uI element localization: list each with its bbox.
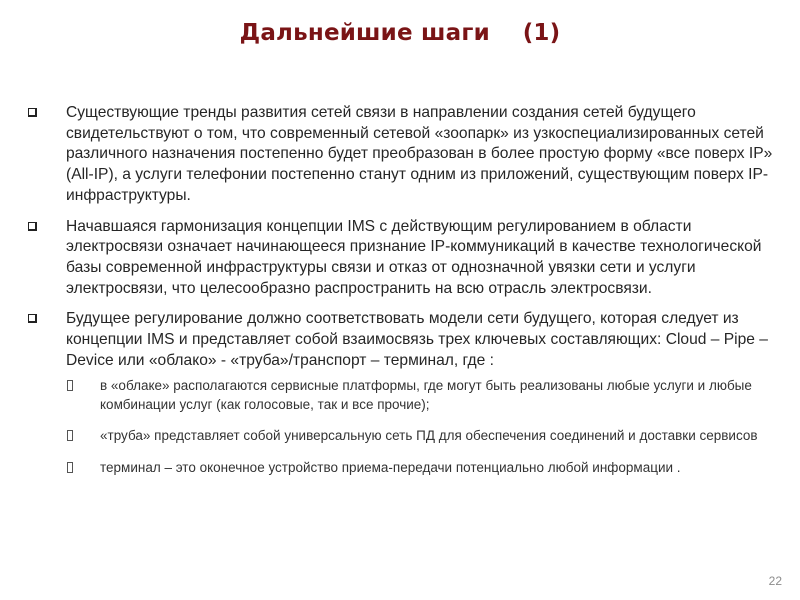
bullet-item	[28, 217, 778, 300]
sub-bullet-item	[67, 377, 778, 414]
sub-bullet-list	[28, 377, 778, 477]
sub-bullet-text: «труба» представляет собой универсальную сеть ПД для обеспечения соединений и доставки сервисов	[100, 428, 758, 444]
bullet-text: Будущее регулирование должно соответствовать модели сети будущего, которая следует из концепции IMS и представляет собой взаимосвязь трех ключевых составляющих: Cloud – Pipe – Device или «облако» - «труба»/транспорт – терминал, где :	[66, 310, 768, 369]
page-number: 22	[768, 574, 782, 588]
missing-glyph-bullet-icon	[67, 462, 73, 473]
slide-title: Дальнейшие шаги (1)	[239, 20, 561, 46]
bullet-text: Начавшаяся гармонизация концепции IMS с действующим регулированием в области электросвязи означает начинающееся признание IP-коммуникаций в качестве технологической базы современной инфраструктуры связи и отказ от однозначной увязки сети и услуги электросвязи, что целесообразно распространить на всю отрасль электросвязи.	[66, 217, 762, 297]
sub-bullet-text: в «облаке» располагаются сервисные платформы, где могут быть реализованы любые услуги и любые комбинации услуг (как голосовые, так и все прочие);	[100, 378, 752, 412]
sub-bullet-item	[67, 427, 778, 446]
hollow-square-bullet-icon	[28, 314, 37, 323]
sub-bullet-item	[67, 459, 778, 478]
hollow-square-bullet-icon	[28, 222, 37, 231]
missing-glyph-bullet-icon	[67, 380, 73, 391]
sub-bullet-text: терминал – это оконечное устройство приема-передачи потенциально любой информации .	[100, 459, 681, 475]
hollow-square-bullet-icon	[28, 108, 37, 117]
bullet-text: Существующие тренды развития сетей связи в направлении создания сетей будущего свидетельствуют о том, что современный сетевой «зоопарк» из узкоспециализированных сетей различного назначения постепенно будет преобразован в более простую форму «все поверх IP» (All-IP), а услуги телефонии постепенно станут одним из приложений, существующим поверх IP-инфраструктуры.	[66, 104, 773, 204]
bullet-item	[28, 309, 778, 371]
bullet-item	[28, 103, 778, 207]
missing-glyph-bullet-icon	[67, 430, 73, 441]
slide-content	[28, 103, 778, 490]
